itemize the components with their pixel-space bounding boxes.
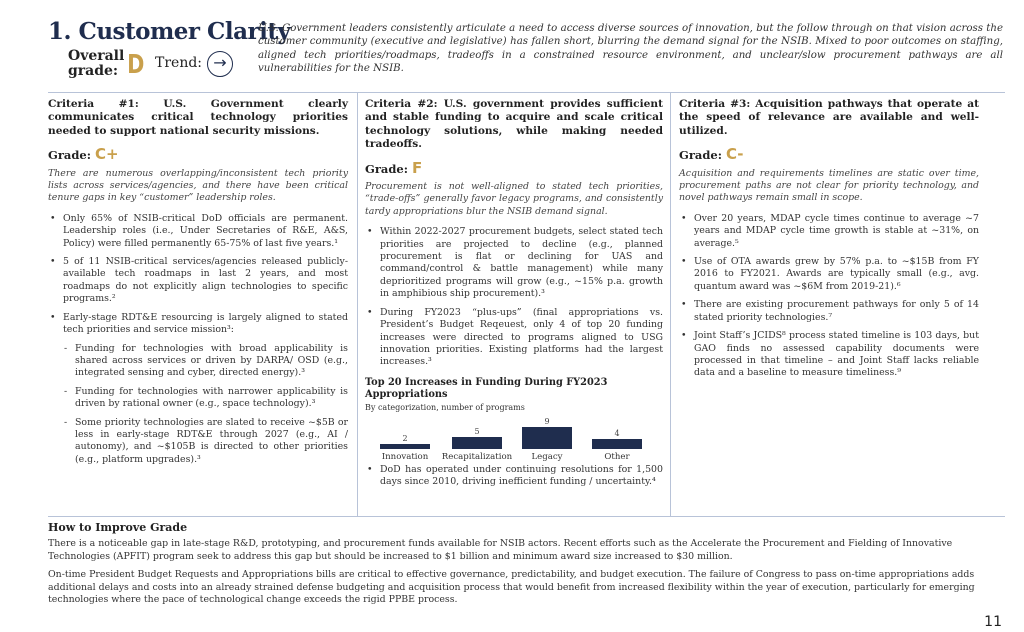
- criteria-summary: Acquisition and requirements timelines are static over time, procurement paths are not clear for priority technology, and novel pathways remain small in scope.: [679, 167, 979, 204]
- paragraph: There is a noticeable gap in late-stage R&D, prototyping, and procurement funds available for NSIB actors. Recent efforts such as the Accelerate the Procurement and Fielding of Innovative Technologies (APFIT) program seek to address this gap but should be increased to $1 billion and minimum award size increased to $30 million.: [48, 538, 953, 562]
- page-title: 1. Customer Clarity: [48, 18, 291, 45]
- criteria-title: Criteria #3: Acquisition pathways that operate at the speed of relevance are available and well-utilized.: [679, 98, 979, 137]
- divider: [48, 92, 1005, 93]
- overall-grade: D: [127, 50, 145, 80]
- chart-subtitle: By categorization, number of programs: [365, 402, 525, 412]
- data-label: 5: [474, 426, 480, 436]
- chart-bar: [522, 427, 572, 449]
- grade-value: C+: [94, 145, 119, 164]
- criteria-summary: Procurement is not well-aligned to stated tech priorities, “trade-offs” generally favor legacy programs, and consistently tardy appropriations blur the NSIB demand signal.: [365, 181, 663, 217]
- list-item: • Over 20 years, MDAP cycle times continue to average ~7 years and MDAP cycle time growth is stable at ~31%, on average.⁵: [679, 213, 979, 250]
- category-label: Recapitalization: [441, 451, 513, 462]
- divider: [48, 516, 1005, 517]
- grade-label: Grade:: [365, 161, 408, 176]
- grade-label: Grade:: [679, 148, 722, 163]
- chart-title: Top 20 Increases in Funding During FY2023 Appropriations: [365, 376, 608, 401]
- criteria-title: Criteria #2: U.S. government provides sufficient and stable funding to acquire and scale critical technology solutions, while making needed tradeoffs.: [365, 98, 663, 151]
- chart-bar: [452, 437, 502, 449]
- criteria-summary: There are numerous overlapping/inconsistent tech priority lists across services/agencies, and there have been critical tenure gaps in key “customer” leadership roles.: [48, 167, 348, 204]
- grade-value: F: [411, 158, 423, 177]
- data-label: 2: [402, 434, 408, 444]
- category-label: Legacy: [531, 451, 563, 462]
- category-label: Other: [604, 451, 630, 462]
- list-item: • During FY2023 “plus-ups” (final appropriations vs. President’s Budget Reqeuest, only 4 of top 20 funding increases were directed to programs aligned to USG innovation priorities. Existing platforms had the largest increases.³: [365, 307, 663, 369]
- overall-grade-label: Overall grade:: [68, 48, 125, 79]
- paragraph: On-time President Budget Requests and Appropriations bills are critical to effective governance, predictability, and budget execution. The failure of Congress to pass on-time appropriations adds additional delays and costs into an already strained defense budgeting and acquisition process that would benefit from increased flexibility within the year of execution, particularly for emerging technologies where the pace of technological change exceeds the rigid PPBE process.: [48, 569, 975, 606]
- bar-chart: [365, 414, 665, 464]
- divider: [357, 93, 358, 516]
- sub-list-item: - Some priority technologies are slated to receive ~$5B or less in early-stage RDT&E through 2027 (e.g., AI / autonomy), and ~$105B is directed to other priorities (e.g., platform upgrades).³: [48, 417, 348, 467]
- section-heading: How to Improve Grade: [48, 521, 188, 534]
- chart-bar: [592, 439, 642, 449]
- criteria-title: Criteria #1: U.S. Government clearly communicates critical technology priorities needed to support national security missions.: [48, 98, 348, 137]
- page-number: 11: [984, 614, 1002, 630]
- sub-list-item: - Funding for technologies with narrower applicability is driven by rational owner (e.g., space technology).³: [48, 386, 348, 411]
- list-item: • Within 2022-2027 procurement budgets, select stated tech priorities are projected to decline (e.g., planned procurement is flat or declining for UAS and command/control & battle management) while many deprioritized programs will grow (e.g., ~15% p.a. growth in amphibious ship procurement).³: [365, 226, 663, 300]
- list-item: • Early-stage RDT&E resourcing is largely aligned to stated tech priorities and service mission³:: [48, 312, 348, 337]
- list-item: • 5 of 11 NSIB-critical services/agencies released publicly-available tech roadmaps in last 2 years, and most roadmaps do not explicitly align technologies to specific programs.²: [48, 256, 348, 306]
- grade-label: Grade:: [48, 148, 91, 163]
- how-to-improve: [48, 522, 1005, 612]
- list-item: • Only 65% of NSIB-critical DoD officials are permanent. Leadership roles (i.e., Under Secretaries of R&E, A&S, Policy) were filled permanently 65-75% of last five years.¹: [48, 213, 348, 250]
- list-item: • DoD has operated under continuing resolutions for 1,500 days since 2010, driving inefficient funding / uncertainty.⁴: [365, 464, 663, 489]
- criteria-2: [365, 98, 663, 495]
- list-item: • Joint Staff’s JCIDS⁸ process stated timeline is 103 days, but GAO finds no assessed capability documents were processed in that timeline – and Joint Staff lacks reliable data and a baseline to measure timeliness.⁹: [679, 330, 979, 380]
- divider: [670, 93, 671, 516]
- data-label: 9: [544, 416, 550, 426]
- criteria-3: [679, 98, 979, 386]
- list-item: • There are existing procurement pathways for only 5 of 14 stated priority technologies.⁷: [679, 299, 979, 324]
- data-label: 4: [614, 429, 620, 439]
- grade-row: [48, 145, 348, 164]
- sub-list-item: - Funding for technologies with broad applicability is shared across services or driven by DARPA/ OSD (e.g., integrated sensing and cyber, directed energy).³: [48, 343, 348, 380]
- trend-label: Trend:: [155, 55, 203, 71]
- intro-text: U.S. Government leaders consistently articulate a need to access diverse sources of innovation, but the follow through on that vision across the customer community (executive and legislative) has fallen short, blurring the demand signal for the NSIB. Mixed to poor outcomes on staffing, aligned tech priorities/roadmaps, tradeoffs in a constrained resource environment, and unclear/slow procurement pathways are all vulnerabilities for the NSIB.: [258, 23, 1003, 74]
- grade-value: C-: [725, 145, 744, 164]
- grade-row: [365, 158, 663, 177]
- arrow-right-circle-icon: →: [207, 51, 233, 77]
- grade-row: [679, 145, 979, 164]
- list-item: • Use of OTA awards grew by 57% p.a. to ~$15B from FY 2016 to FY2021. Awards are typically small (e.g., avg. quantum award was ~$6M from 2019-21).⁶: [679, 256, 979, 293]
- criteria-1: [48, 98, 348, 472]
- category-label: Innovation: [381, 451, 429, 462]
